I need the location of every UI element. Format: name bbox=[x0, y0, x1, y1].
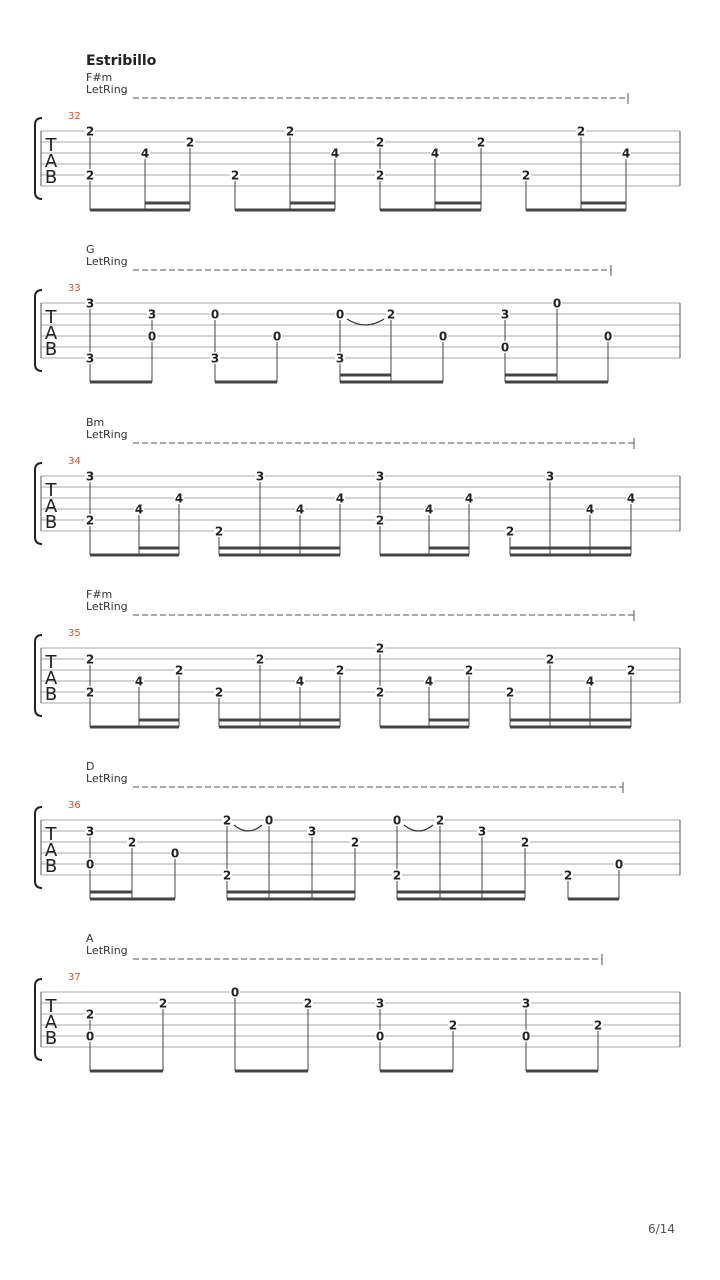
fret-number: 0 bbox=[375, 1029, 385, 1044]
tab-letter: T bbox=[45, 652, 57, 673]
tie-arc bbox=[404, 825, 433, 831]
fret-number: 2 bbox=[350, 835, 360, 850]
fret-number: 2 bbox=[545, 652, 555, 667]
fret-number: 2 bbox=[505, 524, 515, 539]
fret-number: 2 bbox=[563, 868, 573, 883]
fret-number: 3 bbox=[500, 307, 510, 322]
tab-letter: A bbox=[44, 323, 58, 344]
fret-number: 2 bbox=[521, 168, 531, 183]
tab-system bbox=[35, 416, 680, 555]
fret-number: 3 bbox=[85, 469, 95, 484]
fret-number: 2 bbox=[174, 663, 184, 678]
fret-number: 0 bbox=[272, 329, 282, 344]
fret-number: 4 bbox=[140, 146, 150, 161]
fret-number: 0 bbox=[170, 846, 180, 861]
fret-number: 2 bbox=[464, 663, 474, 678]
measure-number: 33 bbox=[68, 283, 81, 294]
tab-system bbox=[35, 932, 680, 1071]
fret-number: 2 bbox=[303, 996, 313, 1011]
tab-letter: B bbox=[44, 684, 58, 705]
tab-system bbox=[35, 760, 680, 899]
page-number: 6/14 bbox=[648, 1222, 675, 1236]
fret-number: 4 bbox=[295, 674, 305, 689]
tab-letter: A bbox=[44, 151, 58, 172]
fret-number: 2 bbox=[375, 685, 385, 700]
letring-label: LetRing bbox=[86, 83, 128, 96]
fret-number: 2 bbox=[520, 835, 530, 850]
tab-letter: T bbox=[45, 135, 57, 156]
fret-number: 2 bbox=[375, 513, 385, 528]
tie-arc bbox=[234, 825, 262, 831]
chord-label: G bbox=[86, 243, 95, 256]
fret-number: 4 bbox=[424, 674, 434, 689]
tab-system bbox=[35, 588, 680, 727]
fret-number: 2 bbox=[85, 685, 95, 700]
fret-number: 0 bbox=[210, 307, 220, 322]
fret-number: 2 bbox=[255, 652, 265, 667]
fret-number: 3 bbox=[477, 824, 487, 839]
tab-letter: B bbox=[44, 1028, 58, 1049]
fret-number: 3 bbox=[521, 996, 531, 1011]
fret-number: 2 bbox=[214, 524, 224, 539]
fret-number: 3 bbox=[85, 296, 95, 311]
fret-number: 4 bbox=[174, 491, 184, 506]
fret-number: 0 bbox=[614, 857, 624, 872]
fret-number: 4 bbox=[134, 502, 144, 517]
fret-number: 3 bbox=[545, 469, 555, 484]
fret-number: 4 bbox=[585, 502, 595, 517]
measure-number: 34 bbox=[68, 456, 81, 467]
tie-arc bbox=[347, 319, 384, 325]
section-title: Estribillo bbox=[86, 53, 157, 69]
letring-label: LetRing bbox=[86, 428, 128, 441]
tab-system bbox=[35, 71, 680, 210]
letring-label: LetRing bbox=[86, 255, 128, 268]
tab-letter: B bbox=[44, 339, 58, 360]
fret-number: 4 bbox=[464, 491, 474, 506]
fret-number: 4 bbox=[626, 491, 636, 506]
tab-system bbox=[35, 243, 680, 382]
tab-letter: T bbox=[45, 824, 57, 845]
fret-number: 4 bbox=[430, 146, 440, 161]
tab-letter: B bbox=[44, 167, 58, 188]
fret-number: 0 bbox=[335, 307, 345, 322]
fret-number: 3 bbox=[375, 469, 385, 484]
tab-letter: T bbox=[45, 307, 57, 328]
tab-letter: B bbox=[44, 856, 58, 877]
measure-number: 32 bbox=[68, 111, 81, 122]
tab-letter: A bbox=[44, 496, 58, 517]
tab-letter: T bbox=[45, 480, 57, 501]
fret-number: 3 bbox=[210, 351, 220, 366]
chord-label: F#m bbox=[86, 588, 113, 601]
fret-number: 2 bbox=[392, 868, 402, 883]
fret-number: 3 bbox=[375, 996, 385, 1011]
fret-number: 4 bbox=[424, 502, 434, 517]
measure-number: 35 bbox=[68, 628, 81, 639]
fret-number: 2 bbox=[375, 168, 385, 183]
fret-number: 2 bbox=[214, 685, 224, 700]
fret-number: 0 bbox=[521, 1029, 531, 1044]
fret-number: 2 bbox=[386, 307, 396, 322]
tab-letter: B bbox=[44, 512, 58, 533]
fret-number: 3 bbox=[85, 824, 95, 839]
fret-number: 2 bbox=[85, 1007, 95, 1022]
fret-number: 4 bbox=[621, 146, 631, 161]
measure-number: 37 bbox=[68, 972, 81, 983]
fret-number: 4 bbox=[585, 674, 595, 689]
fret-number: 2 bbox=[85, 168, 95, 183]
fret-number: 2 bbox=[85, 124, 95, 139]
fret-number: 2 bbox=[448, 1018, 458, 1033]
fret-number: 2 bbox=[593, 1018, 603, 1033]
fret-number: 2 bbox=[222, 868, 232, 883]
fret-number: 3 bbox=[147, 307, 157, 322]
fret-number: 0 bbox=[264, 813, 274, 828]
fret-number: 2 bbox=[85, 652, 95, 667]
fret-number: 0 bbox=[85, 1029, 95, 1044]
fret-number: 0 bbox=[230, 985, 240, 1000]
chord-label: Bm bbox=[86, 416, 105, 429]
tab-letter: A bbox=[44, 668, 58, 689]
fret-number: 3 bbox=[255, 469, 265, 484]
fret-number: 0 bbox=[392, 813, 402, 828]
fret-number: 2 bbox=[505, 685, 515, 700]
fret-number: 0 bbox=[603, 329, 613, 344]
fret-number: 2 bbox=[285, 124, 295, 139]
fret-number: 4 bbox=[330, 146, 340, 161]
letring-label: LetRing bbox=[86, 600, 128, 613]
fret-number: 0 bbox=[552, 296, 562, 311]
fret-number: 4 bbox=[134, 674, 144, 689]
tab-letter: T bbox=[45, 996, 57, 1017]
tab-letter: A bbox=[44, 1012, 58, 1033]
letring-label: LetRing bbox=[86, 944, 128, 957]
fret-number: 2 bbox=[158, 996, 168, 1011]
fret-number: 0 bbox=[85, 857, 95, 872]
fret-number: 2 bbox=[375, 641, 385, 656]
fret-number: 4 bbox=[295, 502, 305, 517]
fret-number: 2 bbox=[222, 813, 232, 828]
fret-number: 3 bbox=[307, 824, 317, 839]
fret-number: 2 bbox=[185, 135, 195, 150]
fret-number: 2 bbox=[335, 663, 345, 678]
fret-number: 2 bbox=[476, 135, 486, 150]
tab-letter: A bbox=[44, 840, 58, 861]
fret-number: 4 bbox=[335, 491, 345, 506]
fret-number: 2 bbox=[626, 663, 636, 678]
fret-number: 3 bbox=[85, 351, 95, 366]
fret-number: 2 bbox=[375, 135, 385, 150]
chord-label: A bbox=[86, 932, 94, 945]
letring-label: LetRing bbox=[86, 772, 128, 785]
fret-number: 2 bbox=[435, 813, 445, 828]
chord-label: D bbox=[86, 760, 95, 773]
fret-number: 2 bbox=[230, 168, 240, 183]
fret-number: 2 bbox=[127, 835, 137, 850]
fret-number: 2 bbox=[85, 513, 95, 528]
fret-number: 3 bbox=[335, 351, 345, 366]
measure-number: 36 bbox=[68, 800, 81, 811]
fret-number: 2 bbox=[576, 124, 586, 139]
fret-number: 0 bbox=[500, 340, 510, 355]
fret-number: 0 bbox=[438, 329, 448, 344]
fret-number: 0 bbox=[147, 329, 157, 344]
chord-label: F#m bbox=[86, 71, 113, 84]
